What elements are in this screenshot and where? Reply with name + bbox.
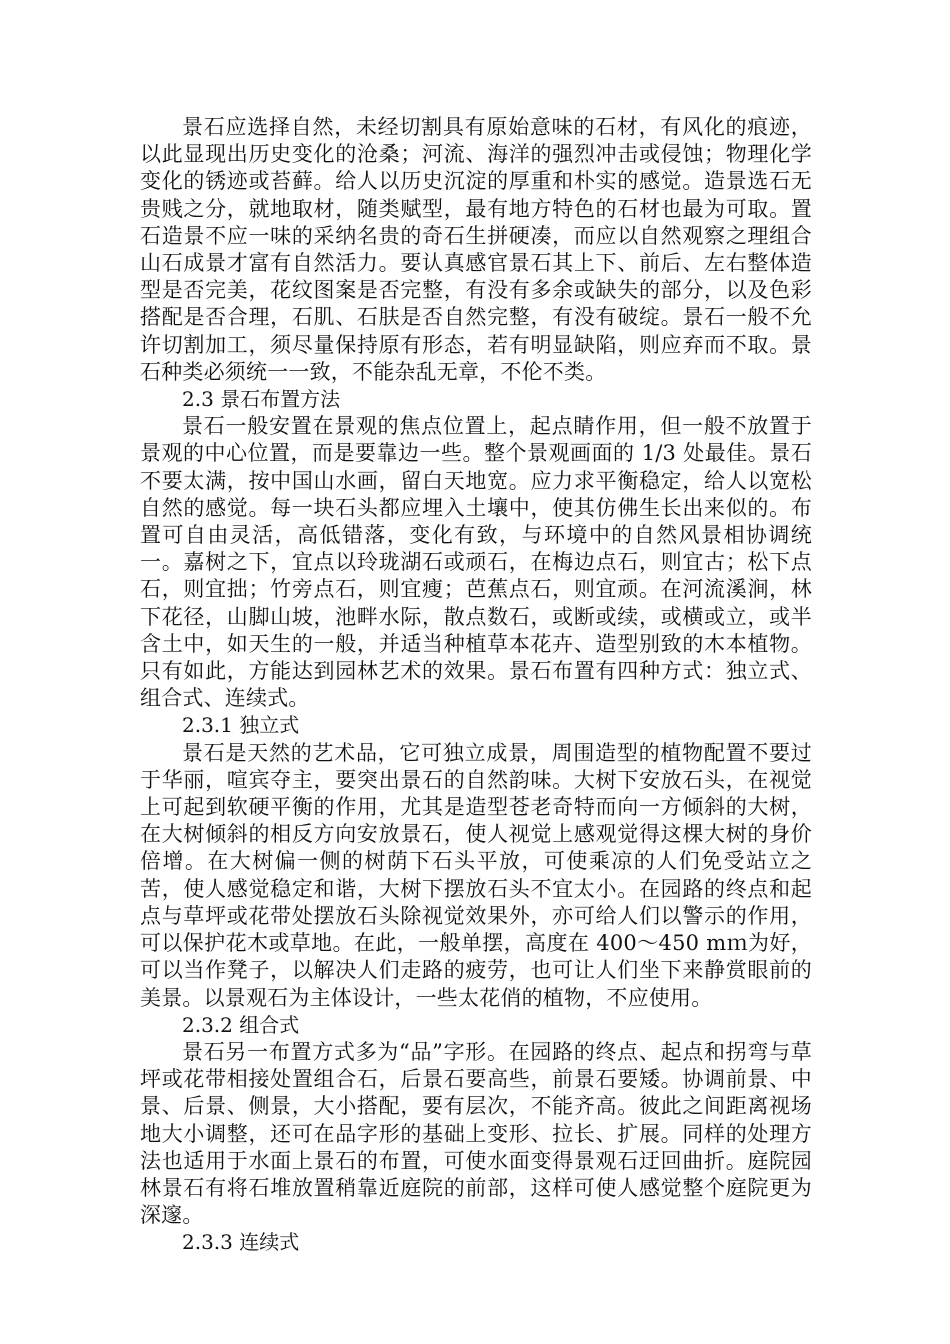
section-heading-2-3-2: 2.3.2 组合式 [182,1012,300,1037]
paragraph-stone-placement: 景石一般安置在景观的焦点位置上，起点睛作用，但一般不放置于景观的中心位置，而是要靠边一些。整个景观画面的 1/3 处最佳。景石不要太满，按中国山水画，留白天地宽。应力求平衡稳定，给人以宽松自然的感觉。每一块石头都应埋入土壤中，使其仿佛生长出来似的。布置可自由灵活，高低错落，变化有致，与环境中的自然风景相协调统一。嘉树之下，宜点以玲珑湖石或顽石，在梅边点石，则宜古；松下点石，则宜拙；竹旁点石，则宜瘦；芭蕉点石，则宜顽。在河流溪涧，林下花径，山脚山坡，池畔水际，散点数石，或断或续，或横或立，或半含土中，如天生的一般，并适当种植草本花卉、造型别致的木本植物。只有如此，方能达到园林艺术的效果。景石布置有四种方式：独立式、组合式、连续式。 [140,414,812,711]
section-heading-2-3-3: 2.3.3 连续式 [182,1230,300,1255]
document-page [140,114,812,1257]
paragraph-combined-style: 景石另一布置方式多为“品”字形。在园路的终点、起点和拐弯与草坪或花带相接处置组合石，后景石要高些，前景石要矮。协调前景、中景、后景、侧景，大小搭配，要有层次，不能齐高。彼此之间距离视场地大小调整，还可在品字形的基础上变形、拉长、扩展。同样的处理方法也适用于水面上景石的布置，可使水面变得景观石迂回曲折。庭院园林景石有将石堆放置稍靠近庭院的前部，这样可使人感觉整个庭院更为深邃。 [140,1039,812,1228]
section-heading-2-3: 2.3 景石布置方法 [182,387,341,412]
section-heading-2-3-1: 2.3.1 独立式 [182,713,300,738]
paragraph-standalone-style: 景石是天然的艺术品，它可独立成景，周围造型的植物配置不要过于华丽，喧宾夺主，要突出景石的自然韵味。大树下安放石头，在视觉上可起到软硬平衡的作用，尤其是造型苍老奇特而向一方倾斜的大树，在大树倾斜的相反方向安放景石，使人视觉上感观觉得这棵大树的身价倍增。在大树偏一侧的树荫下石头平放，可使乘凉的人们免受站立之苦，使人感觉稳定和谐，大树下摆放石头不宜太小。在园路的终点和起点与草坪或花带处摆放石头除视觉效果外，亦可给人们以警示的作用，可以保护花木或草地。在此，一般单摆，高度在 400～450 mｍ为好，可以当作凳子，以解决人们走路的疲劳，也可让人们坐下来静赏眼前的美景。以景观石为主体设计，一些太花俏的植物，不应使用。 [140,740,812,1010]
paragraph-stone-selection: 景石应选择自然，未经切割具有原始意味的石材，有风化的痕迹，以此显现出历史变化的沧桑；河流、海洋的强烈冲击或侵蚀；物理化学变化的锈迹或苔藓。给人以历史沉淀的厚重和朴实的感觉。造景选石无贵贱之分，就地取材，随类赋型，最有地方特色的石材也最为可取。置石造景不应一味的采纳名贵的奇石生拼硬凑，而应以自然观察之理组合山石成景才富有自然活力。要认真感官景石其上下、前后、左右整体造型是否完美，花纹图案是否完整，有没有多余或缺失的部分，以及色彩搭配是否合理，石肌、石肤是否自然完整，有没有破绽。景石一般不允许切割加工，须尽量保持原有形态，若有明显缺陷，则应弃而不取。景石种类必须统一一致，不能杂乱无章，不伦不类。 [140,115,812,384]
